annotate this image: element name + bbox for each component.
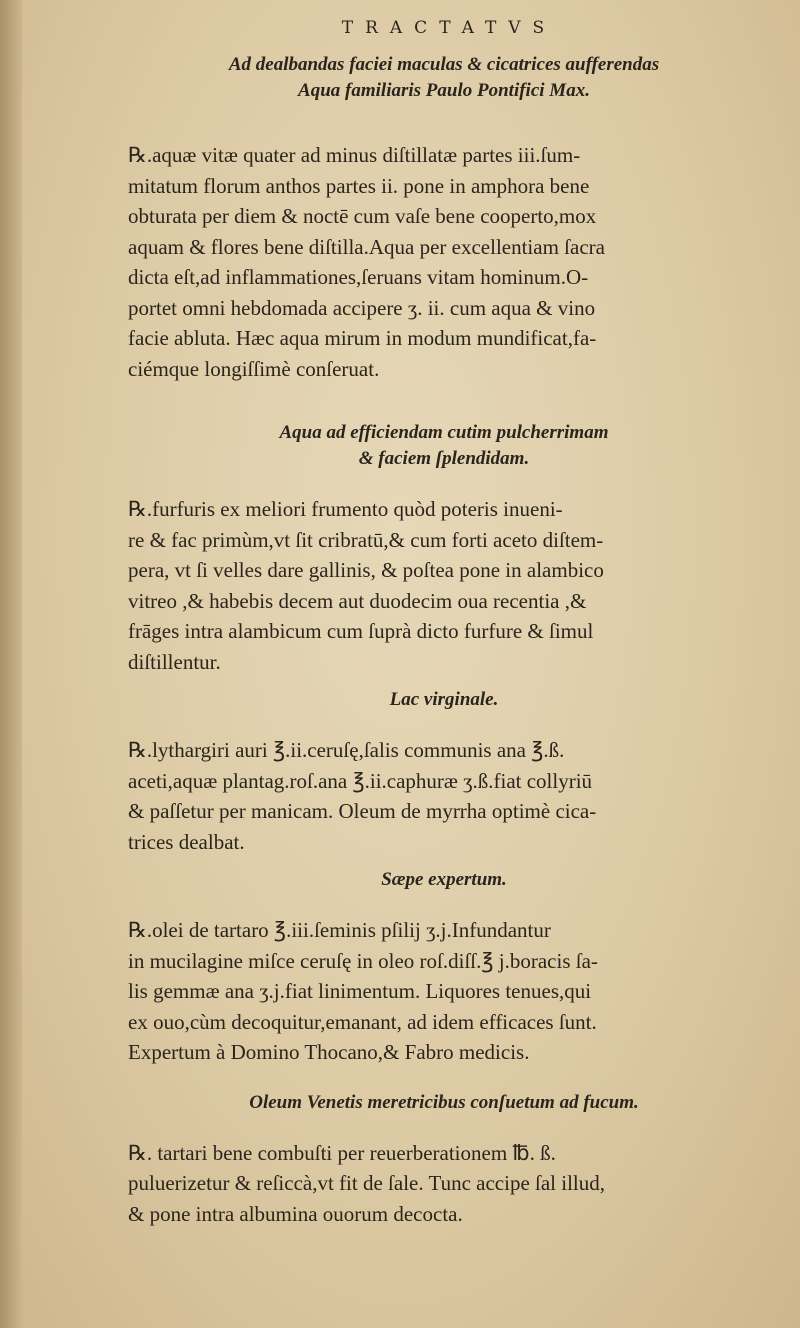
section-5	[128, 1090, 760, 1230]
text-line: facie abluta. Hæc aqua mirum in modum mundificat,fa-	[128, 326, 597, 350]
section-title-line: Oleum Venetis meretricibus conſuetum ad fucum.	[249, 1091, 639, 1113]
recipe-text	[128, 494, 760, 677]
section-title-line: & faciem ſplendidam.	[358, 448, 530, 469]
recipe-text	[128, 140, 760, 384]
text-line: ℞.lythargiri auri ℥.ii.ceruſę,ſalis communis ana ℥.ß.	[128, 738, 565, 762]
text-line: pera, vt ſi velles dare gallinis, & poſtea pone in alambico	[128, 558, 604, 582]
text-line: aceti,aquæ plantag.roſ.ana ℥.ii.caphuræ ʒ.ß.fiat collyriū	[128, 768, 593, 793]
text-line: portet omni hebdomada accipere ʒ. ii. cum aqua & vino	[128, 295, 596, 320]
section-4	[128, 867, 760, 1068]
text-line: dicta eſt,ad inflammationes,ſeruans vitam hominum.O-	[128, 265, 589, 289]
text-line: ex ouo,cùm decoquitur,emanant, ad idem efficaces ſunt.	[128, 1009, 597, 1034]
section-title-line: Aqua ad efficiendam cutim pulcherrimam	[279, 422, 609, 443]
text-line: ℞.aquæ vitæ quater ad minus diſtillatæ partes iii.ſum-	[128, 143, 581, 167]
text-line: re & fac primùm,vt ſit cribratū,& cum forti aceto diſtem-	[128, 527, 604, 552]
text-line: & paſſetur per manicam. Oleum de myrrha optimè cica-	[128, 799, 597, 823]
recipe-text	[128, 735, 760, 857]
text-line: ℞. tartari bene combuſti per reuerberationem ℔. ß.	[128, 1140, 556, 1165]
text-line: ℞.olei de tartaro ℥.iii.ſeminis pſilij ʒ.j.Infundantur	[128, 918, 551, 942]
text-line: diſtillentur.	[128, 649, 221, 674]
text-line: ℞.furfuris ex meliori frumento quòd poteris inueni-	[128, 497, 563, 521]
text-line: vitreo ,& habebis decem aut duodecim oua recentia ,&	[128, 588, 587, 613]
text-line: obturata per diem & noctē cum vaſe bene cooperto,mox	[128, 204, 597, 228]
text-line: frāges intra alambicum cum ſuprà dicto furfure & ſimul	[128, 619, 594, 643]
recipe-text	[128, 915, 760, 1068]
recipe-text	[128, 1138, 760, 1230]
text-line: Expertum à Domino Thocano,& Fabro medicis.	[128, 1040, 530, 1064]
running-head: TRACTATVS	[341, 18, 557, 38]
section-title-line: Aqua familiaris Paulo Pontifici Max.	[298, 80, 590, 101]
text-line: in mucilagine miſce ceruſę in oleo roſ.diſſ.℥ j.boracis ſa-	[128, 948, 598, 973]
text-line: lis gemmæ ana ʒ.j.fiat linimentum. Liquores tenues,qui	[128, 979, 592, 1003]
text-line: mitatum florum anthos partes ii. pone in amphora bene	[128, 173, 590, 198]
section-3	[128, 687, 760, 857]
section-title-line: Lac virginale.	[389, 689, 499, 710]
section-1	[128, 52, 760, 384]
section-title-line: Ad dealbandas faciei maculas & cicatrices aufferendas	[228, 54, 660, 75]
binding-gutter	[0, 0, 22, 1328]
text-line: trices dealbat.	[128, 829, 245, 854]
text-line: puluerizetur & reſiccà,vt fit de ſale. Tunc accipe ſal illud,	[128, 1171, 606, 1195]
text-line: ciémque longiſſimè conſeruat.	[128, 356, 380, 381]
text-line: aquam & flores bene diſtilla.Aqua per excellentiam ſacra	[128, 234, 605, 259]
section-title-line: Sæpe expertum.	[381, 869, 507, 890]
text-line: & pone intra albumina ouorum decocta.	[128, 1201, 463, 1226]
section-2	[128, 420, 760, 677]
